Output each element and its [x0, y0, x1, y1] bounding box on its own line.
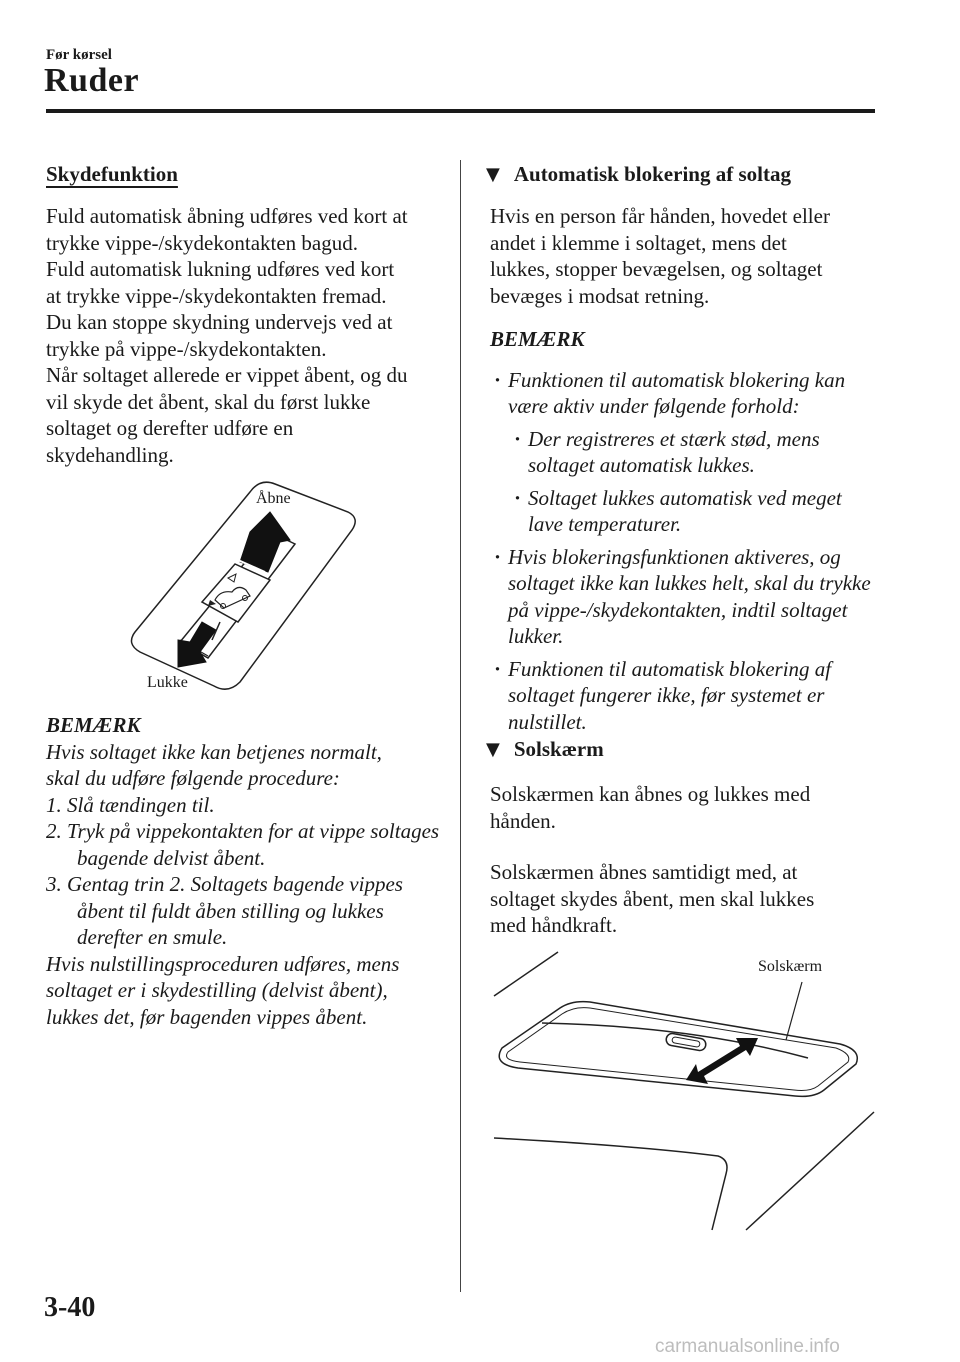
switch-drawing [120, 472, 360, 694]
text-line: bevæges i modsat retning. [490, 283, 710, 308]
note-bullet: · Funktionen til automatisk blokering kan være aktiv under følgende forhold: [490, 367, 875, 420]
note-text: soltaget er i skydestilling (delvist åbent), [46, 978, 388, 1002]
text-line: Når soltaget allerede er vippet åbent, og du [46, 363, 408, 387]
text-line: trykke på vippe-/skydekontakten. [46, 336, 327, 361]
note-step: 2. Tryk på vippekontakten for at vippe soltages bagende delvist åbent. [46, 819, 440, 870]
text-line: Hvis en person får hånden, hovedet eller [490, 204, 830, 228]
label-open: Åbne [256, 490, 291, 507]
text-line: andet i klemme i soltaget, mens det [490, 230, 787, 255]
text-line: Fuld automatisk åbning udføres ved kort at [46, 204, 408, 228]
page-number: 3-40 [44, 1292, 96, 1323]
sunroof-switch-illustration [120, 472, 360, 694]
note-sub-bullet: · Soltaget lukkes automatisk ved meget lave temperaturer. [510, 485, 875, 538]
note-text: Hvis soltaget ikke kan betjenes normalt, [46, 739, 382, 764]
triangle-marker-icon: ▼ [486, 164, 500, 185]
text-line: hånden. [490, 808, 556, 833]
text-line: skydehandling. [46, 442, 174, 467]
note-text: skal du udføre følgende procedure: [46, 766, 340, 790]
left-note-block [46, 712, 446, 1030]
note-sub-bullet: · Der registreres et stærk stød, mens soltaget automatisk lukkes. [510, 426, 875, 479]
triangle-marker-icon: ▼ [486, 739, 500, 760]
text-line: Du kan stoppe skydning undervejs ved at [46, 310, 393, 334]
note-text: Hvis nulstillingsproceduren udføres, mens [46, 951, 400, 976]
text-line: soltaget skydes åbent, men skal lukkes [490, 886, 815, 911]
note-bullet: · Funktionen til automatisk blokering af soltaget fungerer ikke, før systemet er nulstillet. [490, 656, 875, 736]
text-line: trykke vippe-/skydekontakten bagud. [46, 230, 359, 255]
auto-block-heading [486, 162, 791, 187]
solskaerm-paragraph-2 [490, 859, 870, 939]
solskaerm-heading [486, 737, 604, 762]
watermark: carmanualsonline.info [655, 1336, 840, 1357]
sunshade-drawing [490, 948, 880, 1233]
column-divider [460, 160, 461, 1292]
label-sunshade: Solskærm [758, 958, 823, 975]
solskaerm-paragraph-1 [490, 781, 870, 834]
skydefunktion-heading: Skydefunktion [46, 162, 178, 186]
skydefunktion-paragraph [46, 203, 446, 468]
text-line: soltaget og derefter udføre en [46, 416, 294, 440]
note-step: 1. Slå tændingen til. [46, 792, 215, 817]
note-heading: BEMÆRK [490, 327, 585, 351]
text-line: Solskærmen åbnes samtidigt med, at [490, 860, 798, 884]
title-rule [46, 109, 875, 113]
section-name: Før kørsel [46, 47, 112, 63]
auto-block-paragraph [490, 203, 870, 309]
text-line: Fuld automatisk lukning udføres ved kort [46, 257, 395, 281]
note-step: 3. Gentag trin 2. Soltagets bagende vippes åbent til fuldt åben stilling og lukkes derefter en smule. [46, 872, 403, 949]
sunshade-illustration [490, 948, 880, 1233]
text-line: vil skyde det åbent, skal du først lukke [46, 389, 371, 414]
page-title: Ruder [44, 62, 140, 99]
label-close: Lukke [147, 674, 188, 691]
solskaerm-heading-text: Solskærm [513, 737, 604, 761]
text-line: at trykke vippe-/skydekontakten fremad. [46, 283, 387, 308]
text-line: Solskærmen kan åbnes og lukkes med [490, 782, 811, 806]
text-line: med håndkraft. [490, 913, 618, 937]
text-line: lukkes, stopper bevægelsen, og soltaget [490, 257, 823, 281]
note-heading: BEMÆRK [46, 713, 141, 737]
note-text: lukkes det, før bagenden vippes åbent. [46, 1004, 368, 1029]
note-bullet: · Hvis blokeringsfunktionen aktiveres, og soltaget ikke kan lukkes helt, skal du trykke på vippe-/skydekontakten, indtil soltaget lukker. [490, 544, 875, 650]
right-note-block [490, 326, 875, 741]
auto-block-heading-text: Automatisk blokering af soltag [513, 162, 791, 186]
